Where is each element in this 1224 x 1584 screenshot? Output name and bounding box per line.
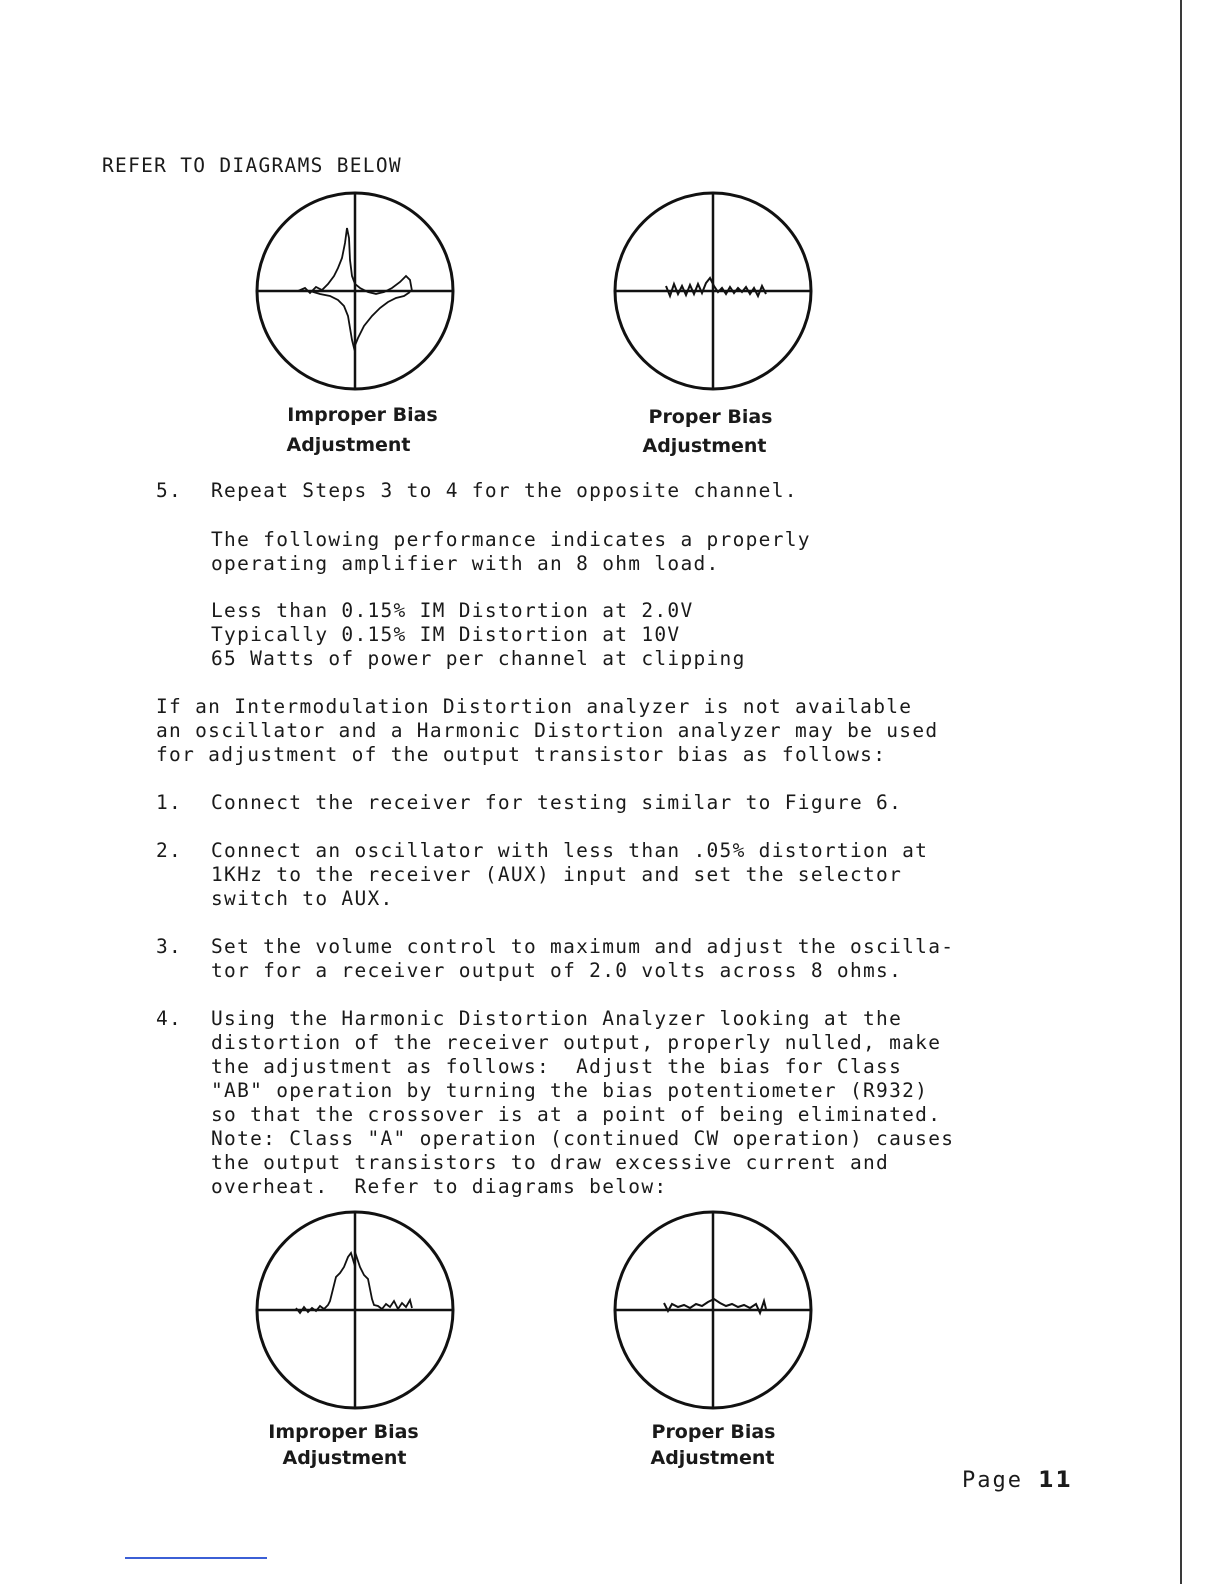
page-label: Page	[962, 1468, 1023, 1493]
scope-improper-bias-bottom	[250, 1205, 460, 1415]
caption-improper-top-1: Improper Bias	[287, 404, 438, 426]
scope-proper-bias-top	[608, 188, 818, 398]
step4-line7: the output transistors to draw excessive current and	[211, 1151, 890, 1174]
intro-line1: If an Intermodulation Distortion analyzer is not available	[156, 695, 913, 718]
caption-improper-bottom-2: Adjustment	[282, 1447, 407, 1469]
step4-line6: Note: Class "A" operation (continued CW operation) causes	[211, 1127, 955, 1150]
caption-improper-bottom-1: Improper Bias	[268, 1421, 419, 1443]
caption-proper-top-1: Proper Bias	[648, 406, 773, 428]
step5-para-line1: The following performance indicates a properly	[211, 528, 811, 551]
page-number-value: 11	[1038, 1468, 1073, 1493]
step4-line4: "AB" operation by turning the bias potentiometer (R932)	[211, 1079, 929, 1102]
step1-line1: Connect the receiver for testing similar to Figure 6.	[211, 791, 903, 814]
page-edge-rule	[1180, 0, 1182, 1584]
scope-improper-bias-top	[250, 188, 460, 398]
intro-line3: for adjustment of the output transistor bias as follows:	[156, 743, 887, 766]
step4-line2: distortion of the receiver output, properly nulled, make	[211, 1031, 942, 1054]
caption-proper-top-2: Adjustment	[642, 435, 767, 457]
step5-text: Repeat Steps 3 to 4 for the opposite channel.	[211, 479, 798, 502]
intro-line2: an oscillator and a Harmonic Distortion analyzer may be used	[156, 719, 939, 742]
step2-line2: 1KHz to the receiver (AUX) input and set the selector	[211, 863, 903, 886]
spec-line3: 65 Watts of power per channel at clipping	[211, 647, 746, 670]
step1-number: 1.	[156, 791, 183, 814]
step3-line1: Set the volume control to maximum and adjust the oscilla-	[211, 935, 955, 958]
step2-line1: Connect an oscillator with less than .05% distortion at	[211, 839, 929, 862]
step2-line3: switch to AUX.	[211, 887, 394, 910]
step4-line5: so that the crossover is at a point of being eliminated.	[211, 1103, 942, 1126]
caption-proper-bottom-2: Adjustment	[650, 1447, 775, 1469]
step5-number: 5.	[156, 479, 183, 502]
step3-line2: tor for a receiver output of 2.0 volts across 8 ohms.	[211, 959, 903, 982]
refer-heading: REFER TO DIAGRAMS BELOW	[102, 154, 402, 177]
scope-proper-bias-bottom	[608, 1205, 818, 1415]
spec-line1: Less than 0.15% IM Distortion at 2.0V	[211, 599, 694, 622]
caption-improper-top-2: Adjustment	[286, 434, 411, 456]
step2-number: 2.	[156, 839, 183, 862]
step3-number: 3.	[156, 935, 183, 958]
spec-line2: Typically 0.15% IM Distortion at 10V	[211, 623, 681, 646]
step4-line3: the adjustment as follows: Adjust the bias for Class	[211, 1055, 903, 1078]
blue-underline-mark	[125, 1557, 267, 1559]
step5-para-line2: operating amplifier with an 8 ohm load.	[211, 552, 720, 575]
step4-line1: Using the Harmonic Distortion Analyzer looking at the	[211, 1007, 903, 1030]
step4-line8: overheat. Refer to diagrams below:	[211, 1175, 668, 1198]
step4-number: 4.	[156, 1007, 183, 1030]
page-number	[962, 1468, 1073, 1493]
caption-proper-bottom-1: Proper Bias	[651, 1421, 776, 1443]
